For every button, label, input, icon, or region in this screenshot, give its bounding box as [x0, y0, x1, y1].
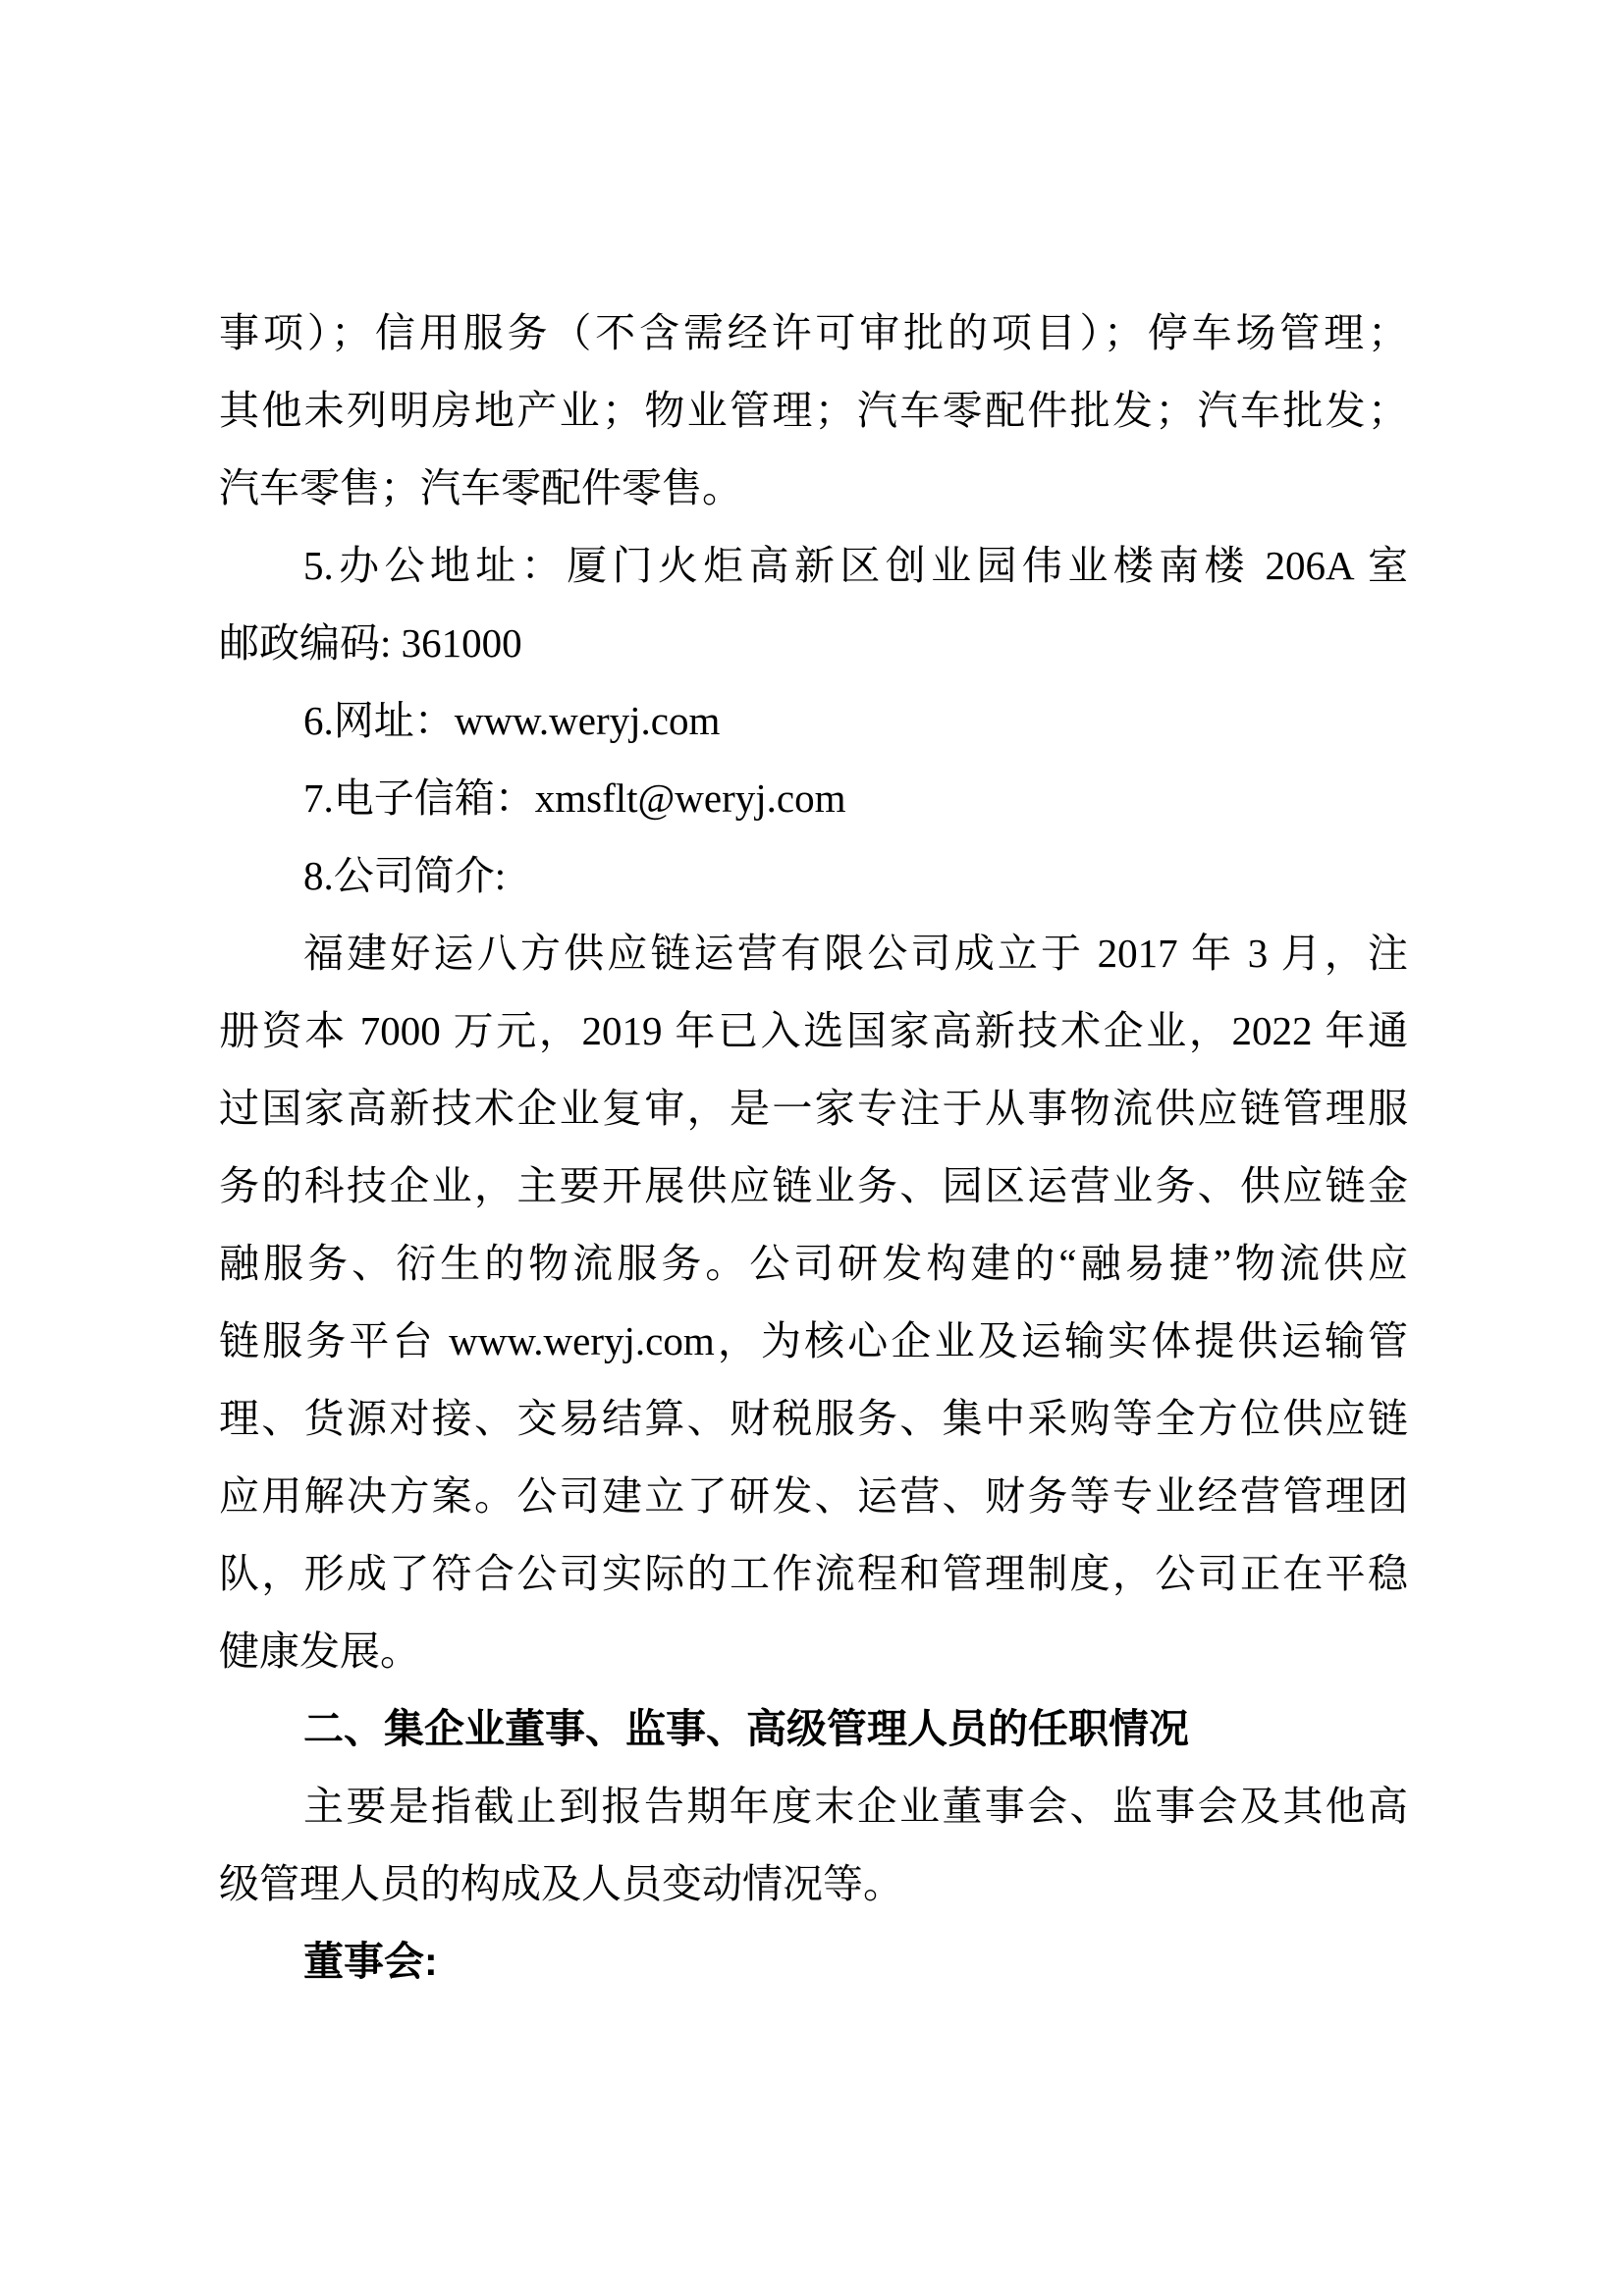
text-line-19: 二、集企业董事、监事、高级管理人员的任职情况	[303, 1706, 1189, 1751]
text-line-16: 应用解决方案。公司建立了研发、运营、财务等专业经营管理团	[219, 1473, 1408, 1519]
text-line-2: 其他未列明房地产业；物业管理；汽车零配件批发；汽车批发；	[219, 388, 1408, 433]
text-line-15: 理、货源对接、交易结算、财税服务、集中采购等全方位供应链	[219, 1396, 1408, 1441]
text-line-17: 队，形成了符合公司实际的工作流程和管理制度，公司正在平稳	[219, 1551, 1408, 1596]
text-line-7: 7.电子信箱：xmsflt@weryj.com	[303, 775, 846, 821]
text-line-4: 5.办公地址：厦门火炬高新区创业园伟业楼南楼 206A 室	[303, 543, 1408, 588]
text-line-6: 6.网址：www.weryj.com	[303, 698, 721, 743]
text-line-3: 汽车零售；汽车零配件零售。	[219, 465, 742, 510]
text-line-1: 事项）；信用服务（不含需经许可审批的项目）；停车场管理；	[219, 310, 1408, 355]
text-line-8: 8.公司简介:	[303, 853, 507, 898]
text-line-9: 福建好运八方供应链运营有限公司成立于 2017 年 3 月，注	[303, 931, 1408, 976]
text-line-11: 过国家高新技术企业复审，是一家专注于从事物流供应链管理服	[219, 1086, 1408, 1131]
text-line-13: 融服务、衍生的物流服务。公司研发构建的“融易捷”物流供应	[219, 1241, 1408, 1286]
text-line-12: 务的科技企业，主要开展供应链业务、园区运营业务、供应链金	[219, 1163, 1408, 1208]
text-line-22: 董事会:	[303, 1939, 438, 1984]
text-line-20: 主要是指截止到报告期年度末企业董事会、监事会及其他高	[303, 1784, 1408, 1829]
text-line-21: 级管理人员的构成及人员变动情况等。	[219, 1861, 903, 1906]
text-line-5: 邮政编码: 361000	[219, 620, 522, 666]
text-line-18: 健康发展。	[219, 1629, 420, 1674]
document-body	[219, 294, 1408, 2001]
text-line-10: 册资本 7000 万元，2019 年已入选国家高新技术企业，2022 年通	[219, 1008, 1408, 1053]
text-line-14: 链服务平台 www.weryj.com，为核心企业及运输实体提供运输管	[219, 1318, 1408, 1363]
